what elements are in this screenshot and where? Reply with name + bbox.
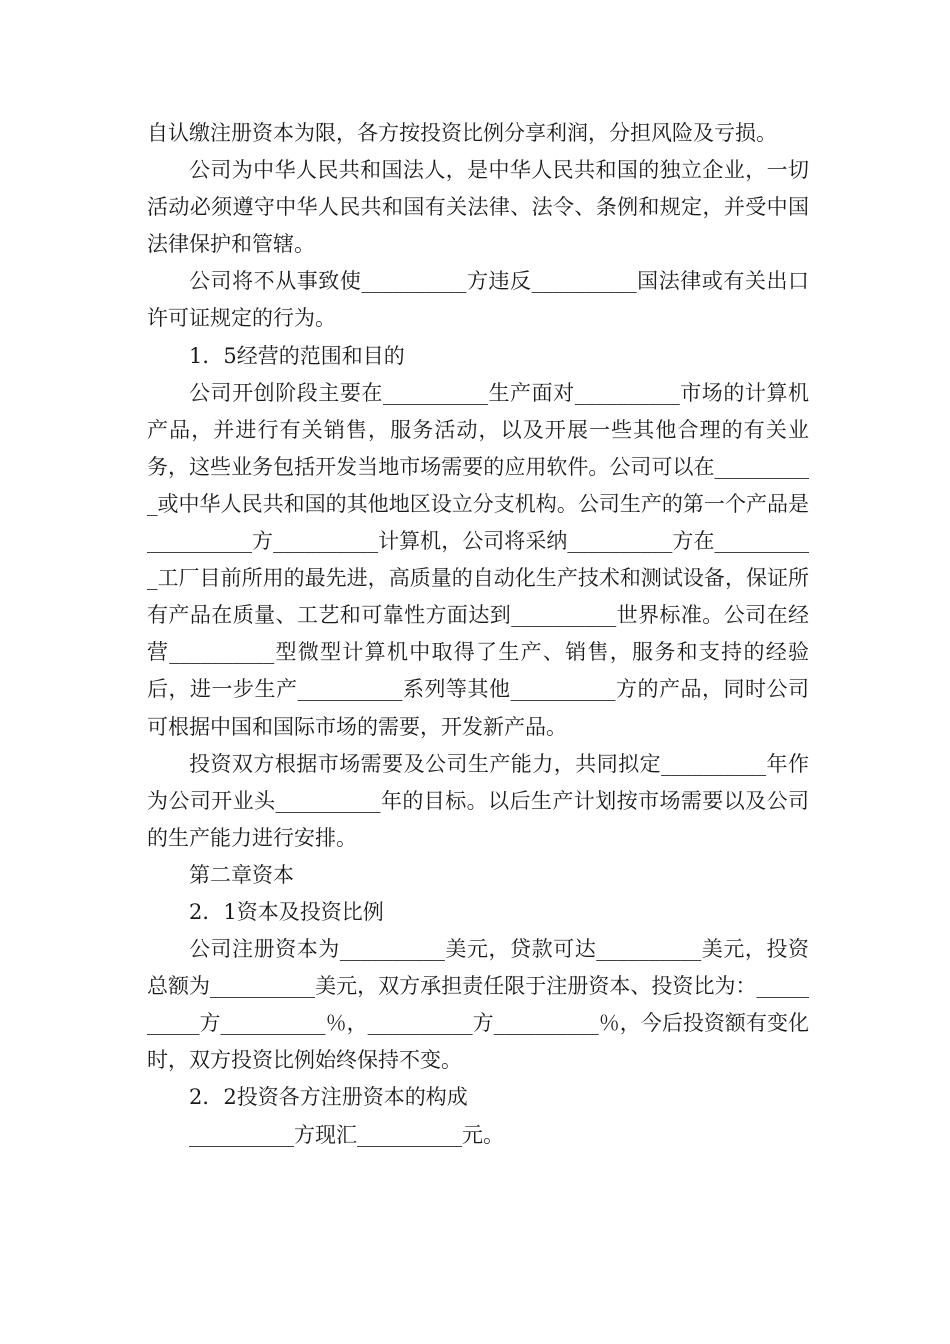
paragraph-production-plan: 投资双方根据市场需要及公司生产能力，共同拟定__________年作为公司开业头__________年的目标。以后生产计划按市场需要以及公司的生产能力进行安排。 <box>147 751 809 850</box>
paragraph-capital-composition: __________方现汇__________元。 <box>189 1122 504 1147</box>
paragraph-liability: 自认缴注册资本为限，各方按投资比例分享利润，分担风险及亏损。 <box>147 121 777 145</box>
paragraph-legal-status: 公司为中华人民共和国法人，是中华人民共和国的独立企业，一切活动必须遵守中华人民共和国有关法律、法令、条例和规定，并受中国法律保护和管辖。 <box>147 158 809 257</box>
section-heading-1-5: 1．5经营的范围和目的 <box>189 343 405 368</box>
chapter-heading-2: 第二章资本 <box>189 862 294 887</box>
document-body <box>147 115 809 1154</box>
paragraph-export-compliance: 公司将不从事致使__________方违反__________国法律或有关出口许可证规定的行为。 <box>147 269 809 331</box>
paragraph-business-scope: 公司开创阶段主要在__________生产面对__________市场的计算机产品，并进行有关销售，服务活动，以及开展一些其他合理的有关业务，这些业务包括开发当地市场需要的应用软件。公司可以在__________或中华人民共和国的其他地区设立分支机构。公司生产的第一个产品是__________方__________计算机，公司将采纳__________方在__________工厂目前所用的最先进，高质量的自动化生产技术和测试设备，保证所有产品在质量、工艺和可靠性方面达到__________世界标准。公司在经营__________型微型计算机中取得了生产、销售，服务和支持的经验后，进一步生产__________系列等其他__________方的产品，同时公司可根据中国和国际市场的需要，开发新产品。 <box>147 380 809 739</box>
section-heading-2-2: 2．2投资各方注册资本的构成 <box>189 1085 468 1110</box>
section-heading-2-1: 2．1资本及投资比例 <box>189 899 384 924</box>
paragraph-capital-ratio: 公司注册资本为__________美元，贷款可达__________美元，投资总额为__________美元，双方承担责任限于注册资本、投资比为：__________方__________％，__________方__________％，今后投资额有变化时，双方投资比例始终保持不变。 <box>147 937 809 1073</box>
